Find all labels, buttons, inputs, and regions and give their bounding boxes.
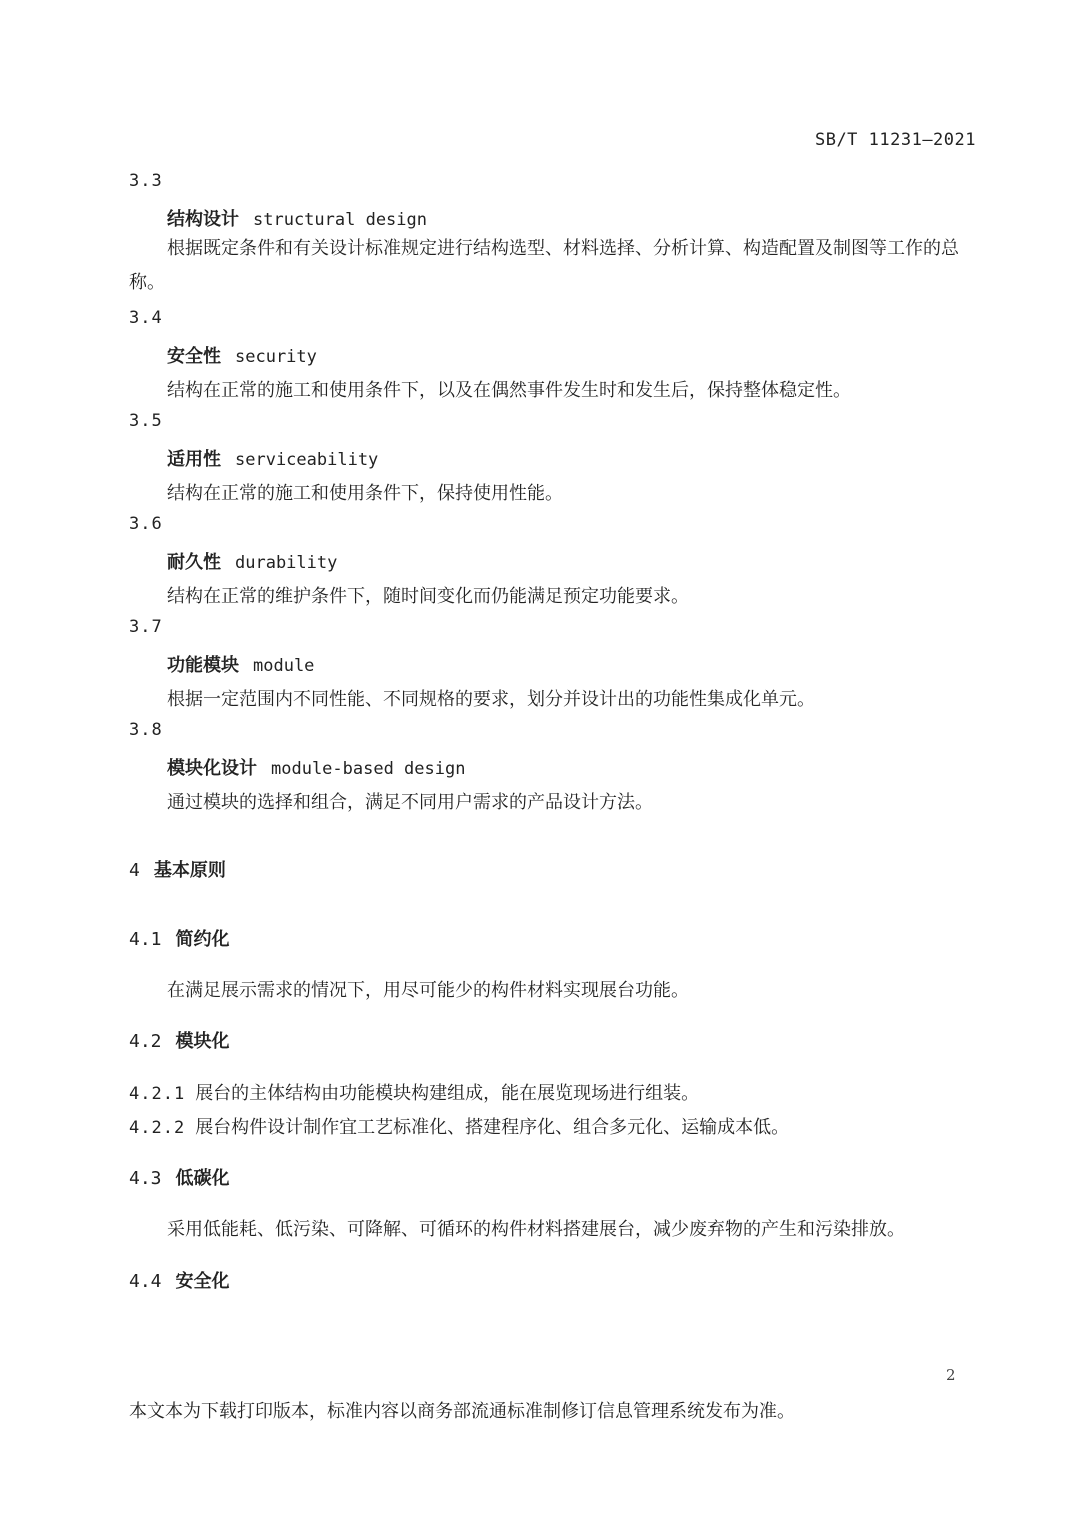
term-title-zh: 安全性 (167, 346, 221, 367)
term-number: 3.3 (129, 171, 163, 191)
subsection-title: 模块化 (175, 1031, 230, 1052)
term-title (167, 342, 317, 368)
term-title-en: module-based design (271, 759, 466, 779)
subsection-heading (129, 1164, 230, 1190)
term-title-zh: 模块化设计 (167, 758, 257, 779)
term-definition: 结构在正常的施工和使用条件下，以及在偶然事件发生时和发生后，保持整体稳定性。 (167, 380, 851, 401)
paragraph: 采用低能耗、低污染、可降解、可循环的构件材料搭建展台，减少废弃物的产生和污染排放。 (167, 1219, 905, 1240)
section-number: 4 (129, 860, 140, 881)
page-number: 2 (946, 1366, 956, 1384)
subsection-heading (129, 1267, 230, 1293)
term-definition: 根据一定范围内不同性能、不同规格的要求，划分并设计出的功能性集成化单元。 (167, 689, 815, 710)
clause (129, 1079, 699, 1105)
term-title-zh: 耐久性 (167, 552, 221, 573)
subsection-title: 安全化 (175, 1271, 230, 1292)
term-definition: 结构在正常的施工和使用条件下，保持使用性能。 (167, 483, 563, 504)
section-title: 基本原则 (153, 860, 226, 881)
term-number: 3.5 (129, 411, 163, 431)
clause-text: 展台构件设计制作宜工艺标准化、搭建程序化、组合多元化、运输成本低。 (195, 1117, 790, 1138)
term-title (167, 651, 314, 677)
subsection-heading (129, 1027, 230, 1053)
term-number: 3.4 (129, 308, 163, 328)
subsection-number: 4.3 (129, 1168, 162, 1189)
term-number: 3.8 (129, 720, 163, 740)
term-title-en: module (253, 656, 315, 676)
footer-note: 本文本为下载打印版本，标准内容以商务部流通标准制修订信息管理系统发布为准。 (129, 1401, 795, 1422)
term-definition: 根据既定条件和有关设计标准规定进行结构选型、材料选择、分析计算、构造配置及制图等工作的总称。 (129, 238, 959, 293)
subsection-number: 4.1 (129, 929, 162, 950)
term-title (167, 548, 337, 574)
term-definition: 通过模块的选择和组合，满足不同用户需求的产品设计方法。 (167, 792, 653, 813)
term-title (167, 445, 378, 471)
term-title-en: serviceability (235, 450, 379, 470)
term-number: 3.6 (129, 514, 163, 534)
subsection-title: 简约化 (175, 929, 230, 950)
term-title-zh: 功能模块 (167, 655, 239, 676)
term-title-en: security (235, 347, 317, 367)
subsection-number: 4.2 (129, 1031, 162, 1052)
subsection-title: 低碳化 (175, 1168, 230, 1189)
clause-text: 展台的主体结构由功能模块构建组成，能在展览现场进行组装。 (195, 1083, 700, 1104)
clause-number: 4.2.2 (129, 1118, 186, 1138)
paragraph: 在满足展示需求的情况下，用尽可能少的构件材料实现展台功能。 (167, 980, 689, 1001)
term-number: 3.7 (129, 617, 163, 637)
term-title-zh: 适用性 (167, 449, 221, 470)
subsection-number: 4.4 (129, 1271, 162, 1292)
term-title-en: durability (235, 553, 338, 573)
standard-number: SB/T 11231—2021 (814, 130, 976, 150)
subsection-heading (129, 925, 230, 951)
term-title (167, 205, 427, 231)
clause-number: 4.2.1 (129, 1084, 186, 1104)
section-heading (129, 856, 226, 882)
term-title (167, 754, 465, 780)
term-definition: 结构在正常的维护条件下，随时间变化而仍能满足预定功能要求。 (167, 586, 689, 607)
term-title-zh: 结构设计 (167, 209, 239, 230)
term-title-en: structural design (253, 210, 427, 230)
clause (129, 1113, 789, 1139)
